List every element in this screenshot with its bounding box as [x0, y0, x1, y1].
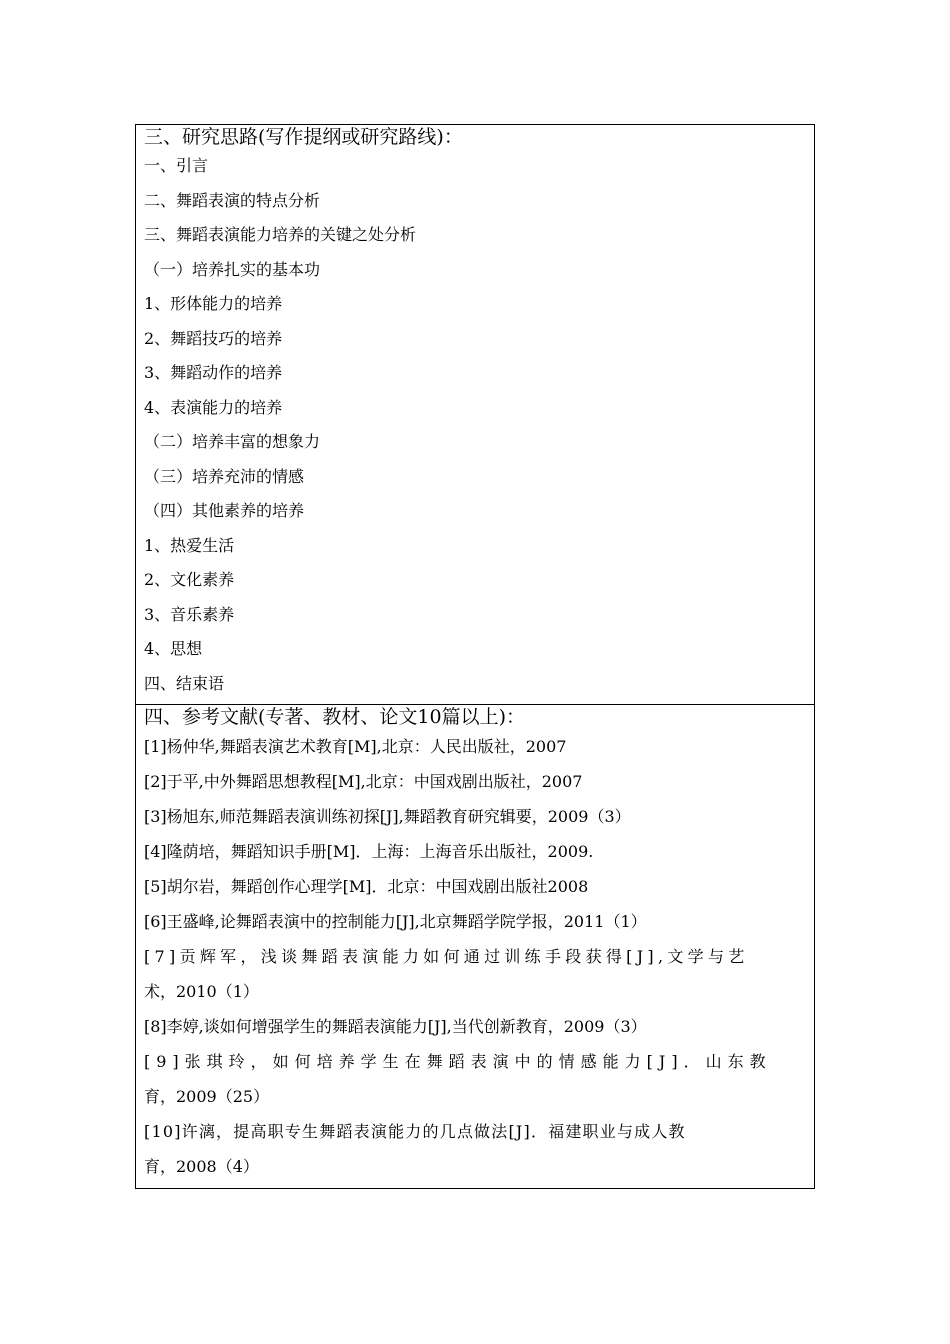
outline-item: （二）培养丰富的想象力 [144, 432, 321, 451]
reference-item: [6]王盛峰,论舞蹈表演中的控制能力[J],北京舞蹈学院学报，2011（1） [144, 912, 647, 931]
outline-item: 3、音乐素养 [144, 604, 235, 624]
reference-item-line1: [7]贡辉军，浅谈舞蹈表演能力如何通过训练手段获得[J],文学与艺 [144, 947, 749, 966]
outline-item: 1、形体能力的培养 [144, 294, 283, 313]
outline-item: （一）培养扎实的基本功 [144, 259, 321, 279]
reference-item: [5]胡尔岩，舞蹈创作心理学[M]．北京：中国戏剧出版社2008 [144, 877, 589, 896]
outline-item: （三）培养充沛的情感 [144, 466, 305, 486]
outline-item: 一、引言 [144, 156, 209, 175]
outline-item: 2、文化素养 [144, 570, 235, 589]
research-outline-cell [136, 125, 814, 705]
proposal-table [135, 124, 815, 1189]
references-heading: 四、参考文献(专著、教材、论文10篇以上)： [144, 706, 526, 728]
outline-item: 3、舞蹈动作的培养 [144, 363, 283, 382]
outline-item: 四、结束语 [144, 673, 225, 693]
outline-item: 三、舞蹈表演能力培养的关键之处分析 [144, 225, 417, 244]
reference-item-line1: [10]许漓，提高职专生舞蹈表演能力的几点做法[J]．福建职业与成人教 [144, 1122, 686, 1141]
research-outline-heading: 三、研究思路(写作提纲或研究路线)： [144, 126, 463, 148]
references-cell [136, 705, 814, 1188]
outline-item: 二、舞蹈表演的特点分析 [144, 190, 321, 210]
reference-item: [3]杨旭东,师范舞蹈表演训练初探[J],舞蹈教育研究辑要，2009（3） [144, 807, 631, 826]
reference-item: [4]隆荫培，舞蹈知识手册[M]．上海：上海音乐出版社，2009. [144, 842, 594, 861]
reference-item: [2]于平,中外舞蹈思想教程[M],北京：中国戏剧出版社，2007 [144, 772, 583, 791]
outline-item: 1、热爱生活 [144, 535, 235, 555]
outline-item: 2、舞蹈技巧的培养 [144, 328, 283, 348]
outline-item: 4、思想 [144, 639, 203, 658]
reference-item-line1: [9]张琪玲，如何培养学生在舞蹈表演中的情感能力[J]．山东教 [144, 1052, 772, 1071]
outline-item: （四）其他素养的培养 [144, 501, 305, 520]
outline-item: 4、表演能力的培养 [144, 397, 283, 417]
reference-item-line2: 育，2008（4） [144, 1157, 259, 1176]
reference-item: [8]李婷,谈如何增强学生的舞蹈表演能力[J],当代创新教育，2009（3） [144, 1017, 647, 1036]
reference-item-line2: 术，2010（1） [144, 982, 259, 1001]
reference-item: [1]杨仲华,舞蹈表演艺术教育[M],北京：人民出版社，2007 [144, 737, 567, 756]
reference-item-line2: 育，2009（25） [144, 1087, 270, 1106]
